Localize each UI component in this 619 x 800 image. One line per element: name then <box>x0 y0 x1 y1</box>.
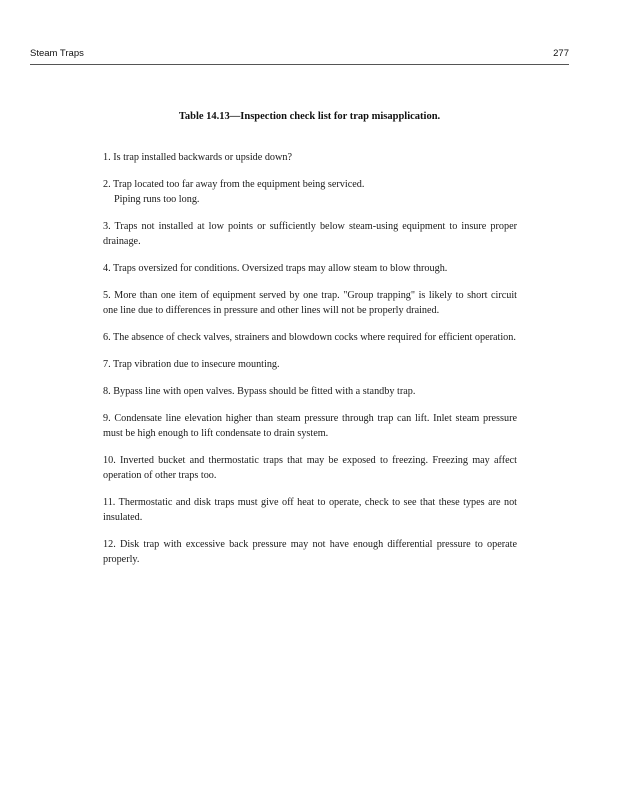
checklist-item <box>103 288 517 318</box>
running-header <box>30 48 569 62</box>
checklist-item-text: 3. Traps not installed at low points or sufficiently below steam-using equipment to insure proper drainage. <box>103 221 517 247</box>
checklist-item <box>103 150 517 165</box>
checklist-item-subtext: Piping runs too long. <box>114 194 200 205</box>
checklist-item-text: 11. Thermostatic and disk traps must give off heat to operate, check to see that these types are not insulated. <box>103 497 517 523</box>
checklist-item-text: 10. Inverted bucket and thermostatic traps that may be exposed to freezing. Freezing may affect operation of other traps too. <box>103 455 517 481</box>
checklist-item-text: 12. Disk trap with excessive back pressure may not have enough differential pressure to operate properly. <box>103 539 517 565</box>
checklist-item <box>103 411 517 441</box>
checklist-item-text: 9. Condensate line elevation higher than steam pressure through trap can lift. Inlet steam pressure must be high enough to lift condensate to drain system. <box>103 413 517 439</box>
checklist-item <box>103 219 517 249</box>
checklist-item-text: 1. Is trap installed backwards or upside down? <box>103 152 292 163</box>
header-section-title: Steam Traps <box>30 48 84 59</box>
inspection-checklist <box>103 150 517 567</box>
checklist-item <box>103 495 517 525</box>
checklist-item <box>103 261 517 276</box>
checklist-item <box>103 357 517 372</box>
header-page-number: 277 <box>553 48 569 59</box>
checklist-item-text: 6. The absence of check valves, strainers and blowdown cocks where required for efficient operation. <box>103 332 516 343</box>
checklist-item-text: 4. Traps oversized for conditions. Oversized traps may allow steam to blow through. <box>103 263 448 274</box>
checklist-item <box>103 330 517 345</box>
checklist-item-text: 5. More than one item of equipment served by one trap. "Group trapping" is likely to short circuit one line due to differences in pressure and other lines will not be properly drained. <box>103 290 517 316</box>
checklist-item <box>103 537 517 567</box>
checklist-item-text: 7. Trap vibration due to insecure mounting. <box>103 359 280 370</box>
checklist-item <box>103 177 517 207</box>
table-title: Table 14.13—Inspection check list for trap misapplication. <box>178 111 441 122</box>
checklist-item <box>103 453 517 483</box>
checklist-item-text: 8. Bypass line with open valves. Bypass should be fitted with a standby trap. <box>103 386 416 397</box>
checklist-item-text: 2. Trap located too far away from the equipment being serviced. <box>103 179 365 190</box>
checklist-item <box>103 384 517 399</box>
header-divider <box>30 64 569 65</box>
